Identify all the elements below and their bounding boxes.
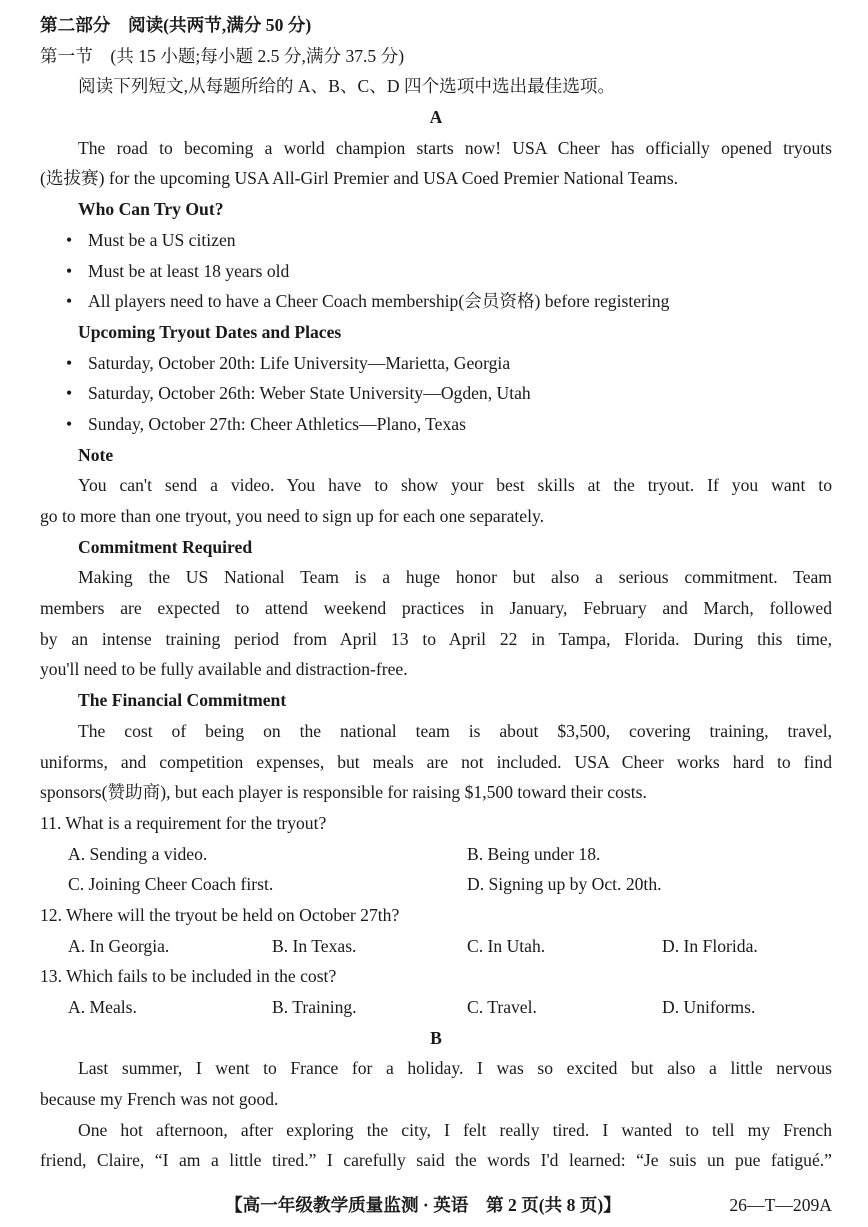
section-title: 第一节 (共 15 小题;每小题 2.5 分,满分 37.5 分)	[40, 45, 405, 66]
commitment-line: members are expected to attend weekend practices in January, February and March, followed	[40, 598, 832, 619]
passage-b-line: Last summer, I went to France for a holiday. I was so excited but also a little nervous	[78, 1058, 832, 1079]
note-heading: Note	[78, 444, 114, 465]
bullet-icon: •	[66, 260, 73, 281]
bullet-icon: •	[66, 352, 73, 373]
who-heading: Who Can Try Out?	[78, 199, 224, 220]
paper-code: 26—T—209A	[729, 1195, 832, 1215]
passage-a-intro-line: The road to becoming a world champion starts now! USA Cheer has officially opened tryouts	[78, 137, 832, 158]
commitment-heading: Commitment Required	[78, 536, 253, 557]
passage-b-line: One hot afternoon, after exploring the city, I felt really tired. I wanted to tell my French	[78, 1119, 832, 1140]
financial-line: sponsors(赞助商), but each player is responsible for raising $1,500 toward their costs.	[40, 782, 647, 803]
option-c: C. Travel.	[467, 997, 537, 1017]
note-line: You can't send a video. You have to show your best skills at the tryout. If you want to	[78, 475, 832, 496]
part-title: 第二部分 阅读(共两节,满分 50 分)	[40, 15, 312, 35]
question-options-row	[40, 931, 832, 962]
commitment-line: you'll need to be fully available and distraction-free.	[40, 659, 408, 680]
option-c: C. In Utah.	[467, 935, 546, 956]
financial-line: uniforms, and competition expenses, but meals are not included. USA Cheer works hard to find	[40, 751, 832, 772]
bullet-icon: •	[66, 229, 73, 250]
date-item: • Saturday, October 26th: Weber State University—Ogden, Utah	[40, 378, 832, 409]
option-a: A. Meals.	[68, 997, 137, 1017]
question-stem: 13. Which fails to be included in the cost?	[40, 966, 337, 987]
question-options-row	[40, 869, 832, 900]
commitment-line: by an intense training period from April 13 to April 22 in Tampa, Florida. During this time,	[40, 628, 832, 649]
date-item: • Sunday, October 27th: Cheer Athletics—Plano, Texas	[40, 409, 832, 440]
question-options-row	[40, 992, 832, 1023]
question-stem: 12. Where will the tryout be held on October 27th?	[40, 904, 400, 925]
option-a: A. Sending a video.	[68, 843, 208, 864]
financial-heading: The Financial Commitment	[78, 690, 287, 711]
option-a: A. In Georgia.	[68, 935, 170, 956]
question-options-row	[40, 839, 832, 870]
bullet-icon: •	[66, 413, 73, 434]
passage-b-line: friend, Claire, “I am a little tired.” I carefully said the words I'd learned: “Je suis un pue fatigué.”	[40, 1150, 832, 1171]
option-d: D. In Florida.	[662, 935, 758, 956]
option-b: B. In Texas.	[272, 935, 357, 956]
passage-a-intro-line: (选拔赛) for the upcoming USA All-Girl Premier and USA Coed Premier National Teams.	[40, 168, 679, 189]
passage-b-label: B	[430, 1027, 442, 1048]
exam-info: 【高一年级教学质量监测 · 英语 第 2 页(共 8 页)】	[225, 1195, 621, 1215]
page-footer	[40, 1190, 832, 1220]
who-item: • All players need to have a Cheer Coach membership(会员资格) before registering	[40, 286, 832, 317]
instruction: 阅读下列短文,从每题所给的 A、B、C、D 四个选项中选出最佳选项。	[78, 76, 616, 97]
question-stem: 11. What is a requirement for the tryout?	[40, 812, 327, 833]
bullet-icon: •	[66, 383, 73, 404]
option-b: B. Being under 18.	[467, 843, 601, 864]
option-d: D. Signing up by Oct. 20th.	[467, 874, 662, 895]
dates-heading: Upcoming Tryout Dates and Places	[78, 321, 342, 342]
financial-line: The cost of being on the national team is about $3,500, covering training, travel,	[78, 720, 832, 741]
who-item: • Must be at least 18 years old	[40, 256, 832, 287]
passage-b-line: because my French was not good.	[40, 1089, 279, 1110]
option-c: C. Joining Cheer Coach first.	[68, 874, 274, 895]
commitment-line: Making the US National Team is a huge honor but also a serious commitment. Team	[78, 567, 832, 588]
exam-page	[40, 10, 832, 1176]
date-item: • Saturday, October 20th: Life University—Marietta, Georgia	[40, 348, 832, 379]
passage-a-label: A	[429, 107, 443, 128]
bullet-icon: •	[66, 291, 73, 312]
option-b: B. Training.	[272, 997, 357, 1017]
note-line: go to more than one tryout, you need to sign up for each one separately.	[40, 506, 545, 526]
option-d: D. Uniforms.	[662, 997, 756, 1017]
who-item: • Must be a US citizen	[40, 225, 832, 256]
